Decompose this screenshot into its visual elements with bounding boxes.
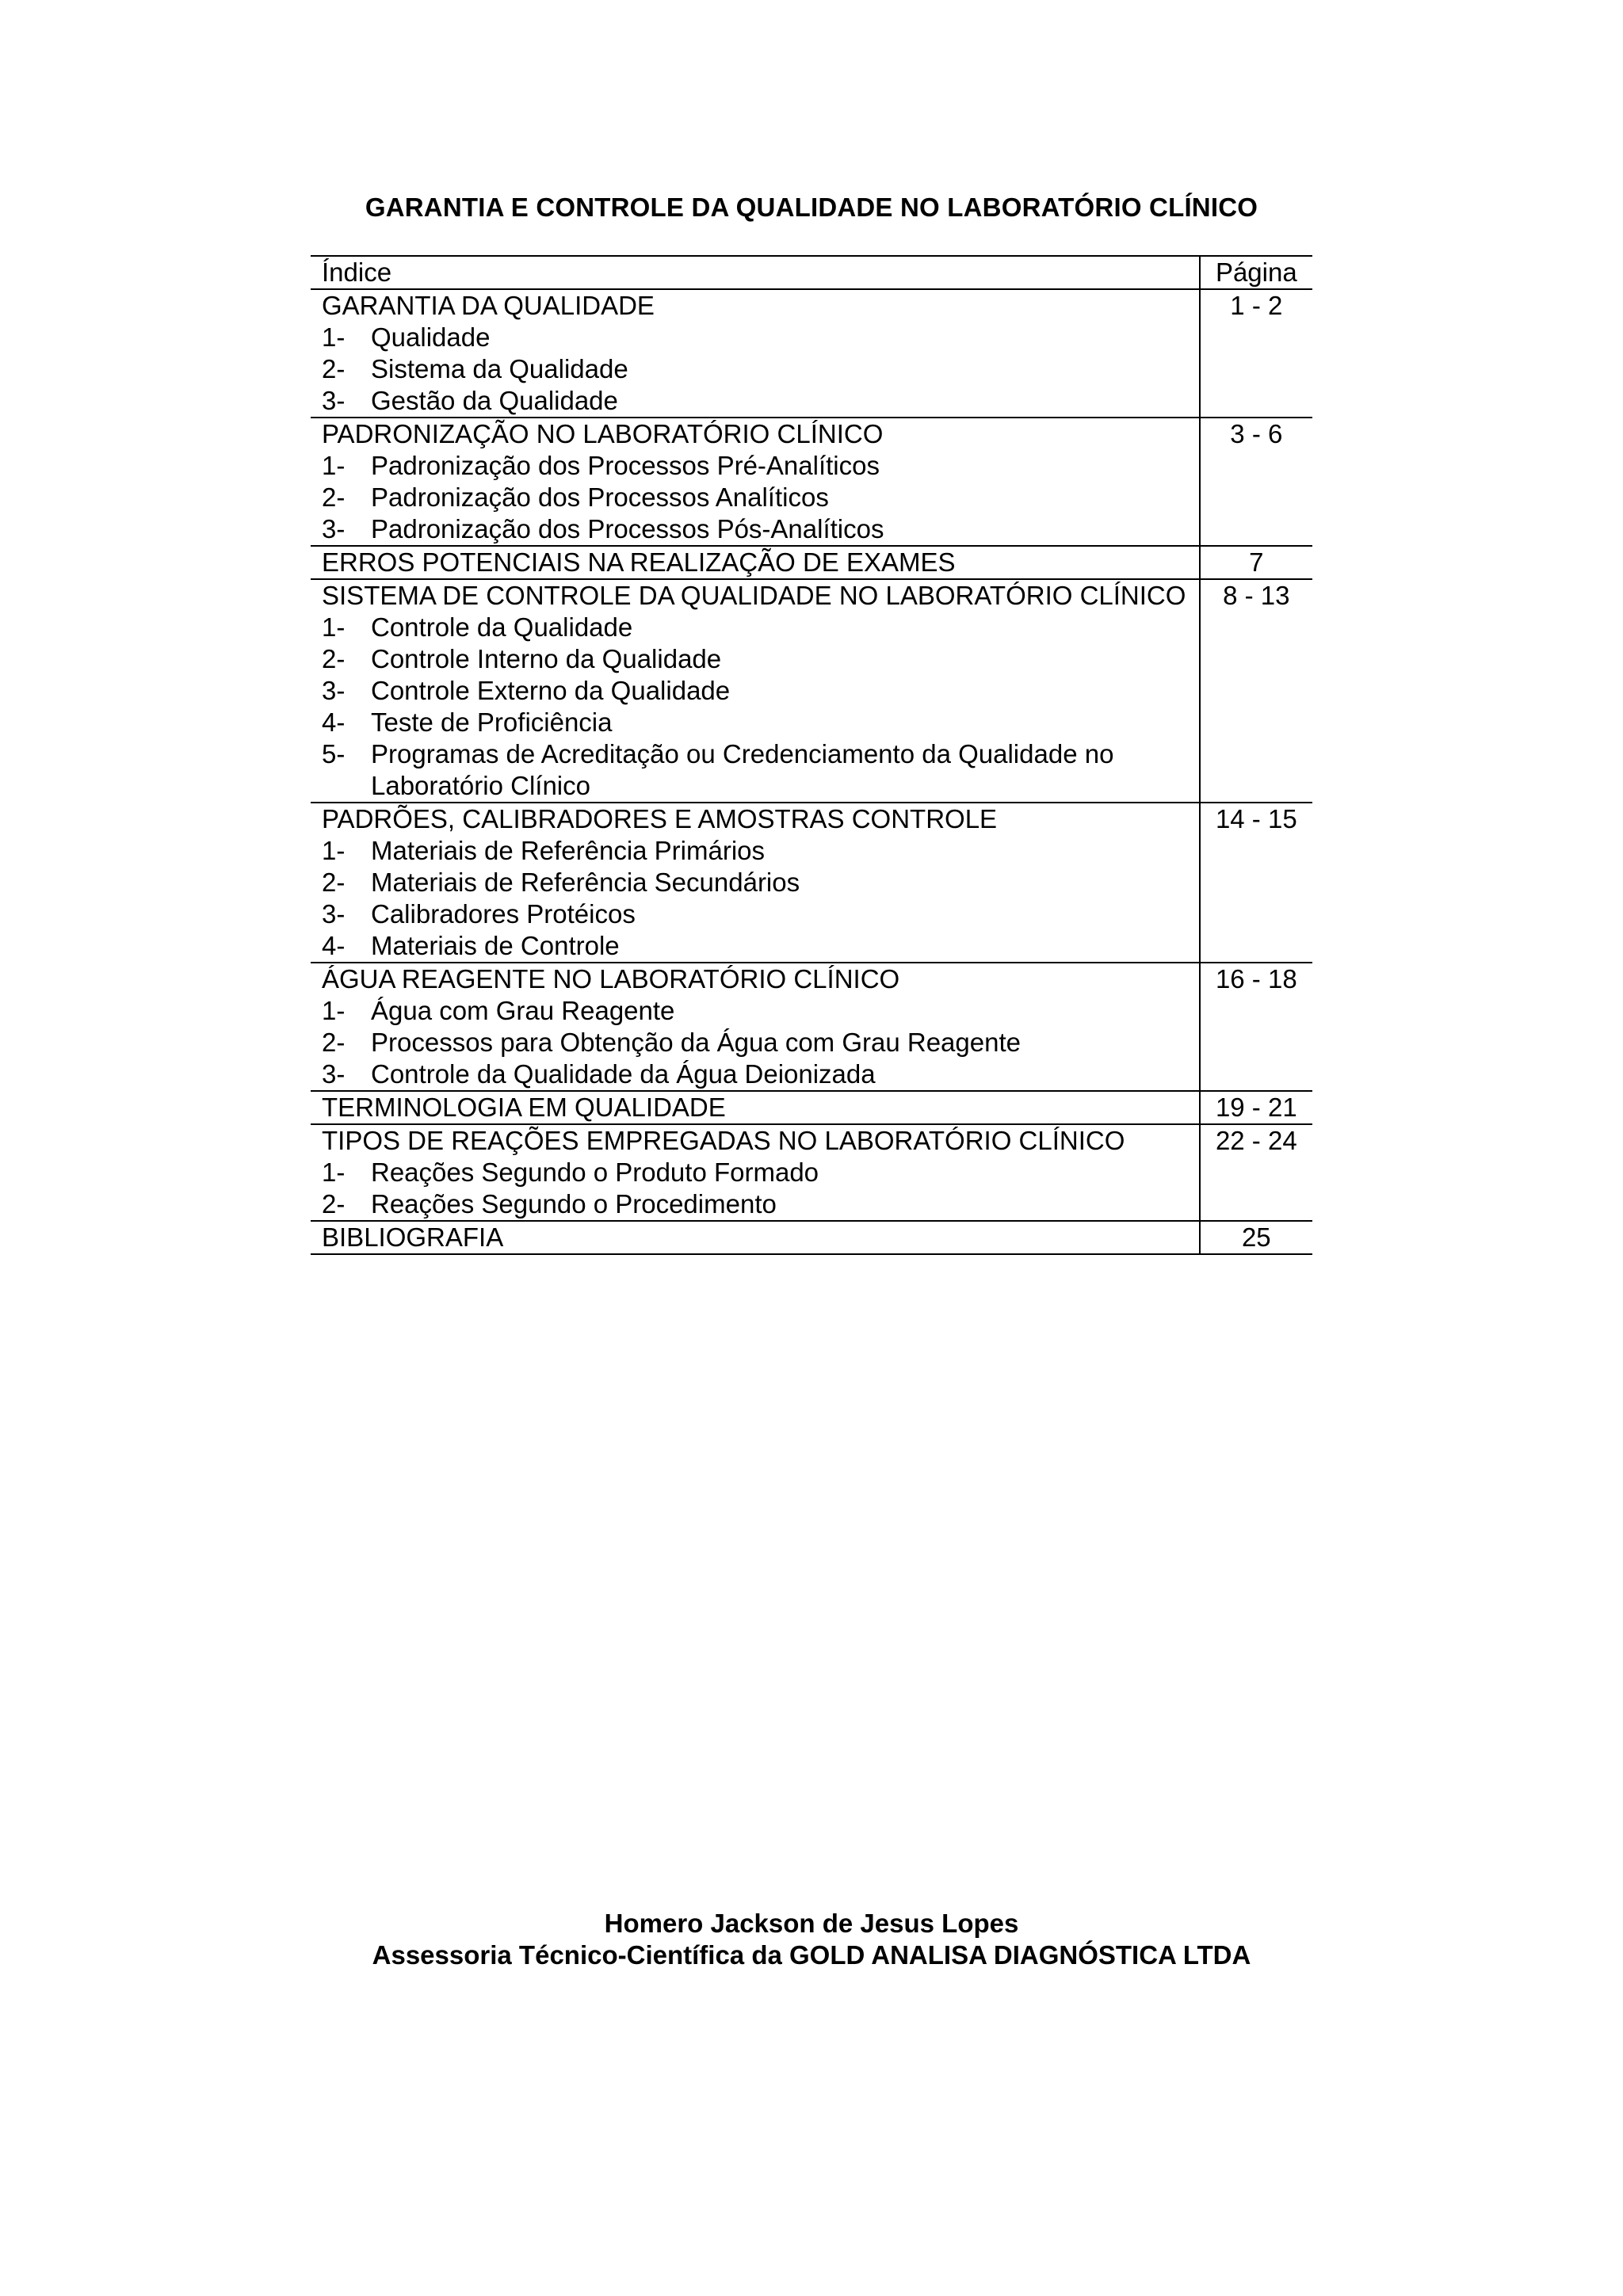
toc-subitem xyxy=(322,322,1199,353)
toc-subitem-number: 1- xyxy=(322,451,346,480)
toc-section-title: GARANTIA DA QUALIDADE xyxy=(322,291,655,320)
toc-subitem-text: Reações Segundo o Procedimento xyxy=(371,1189,777,1219)
toc-subitem xyxy=(322,450,1199,482)
toc-subitem-number: 1- xyxy=(322,612,346,642)
toc-section-row xyxy=(311,579,1312,803)
toc-subitem-number: 4- xyxy=(322,707,346,737)
toc-header-page: Página xyxy=(1200,256,1312,289)
toc-subitem xyxy=(322,738,1199,802)
toc-section-row xyxy=(311,1124,1312,1221)
footer-author: Homero Jackson de Jesus Lopes xyxy=(604,1909,1019,1938)
toc-subitem-text: Calibradores Protéicos xyxy=(371,899,636,929)
toc-subitem-text: Controle da Qualidade xyxy=(371,612,633,642)
toc-subitem-text: Materiais de Referência Secundários xyxy=(371,868,800,897)
toc-subitem xyxy=(322,643,1199,675)
toc-subitem-number: 3- xyxy=(322,1059,346,1089)
toc-subitem-text: Materiais de Referência Primários xyxy=(371,836,766,865)
document-footer xyxy=(0,1908,1623,1971)
toc-section-cell xyxy=(311,418,1200,546)
toc-subitem-text: Controle da Qualidade da Água Deionizada xyxy=(371,1059,876,1089)
toc-subitem xyxy=(322,867,1199,898)
toc-section-row xyxy=(311,546,1312,579)
toc-subitem-text: Programas de Acreditação ou Credenciamento da Qualidade no Laboratório Clínico xyxy=(371,739,1114,800)
toc-subitem xyxy=(322,612,1199,643)
toc-subitem xyxy=(322,1058,1199,1090)
toc-subitem-number: 2- xyxy=(322,482,346,512)
toc-section-title: TIPOS DE REAÇÕES EMPREGADAS NO LABORATÓRIO CLÍNICO xyxy=(322,1126,1125,1155)
toc-section-row xyxy=(311,1091,1312,1124)
toc-section-pages: 3 - 6 xyxy=(1200,418,1312,546)
document-title: GARANTIA E CONTROLE DA QUALIDADE NO LABORATÓRIO CLÍNICO xyxy=(365,193,1258,222)
toc-section-row xyxy=(311,418,1312,546)
toc-subitem-text: Sistema da Qualidade xyxy=(371,354,628,383)
toc-subitem-number: 3- xyxy=(322,899,346,929)
toc-subitem xyxy=(322,385,1199,417)
toc-subitem-number: 5- xyxy=(322,739,346,769)
toc-subitem-text: Processos para Obtenção da Água com Grau Reagente xyxy=(371,1028,1021,1057)
toc-subitem xyxy=(322,835,1199,867)
toc-subitem xyxy=(322,898,1199,930)
toc-section-pages: 14 - 15 xyxy=(1200,803,1312,963)
footer-affiliation: Assessoria Técnico-Científica da GOLD ANALISA DIAGNÓSTICA LTDA xyxy=(372,1940,1251,1970)
toc-section-pages: 22 - 24 xyxy=(1200,1124,1312,1221)
toc-subitem-text: Reações Segundo o Produto Formado xyxy=(371,1158,819,1187)
toc-subitem-number: 3- xyxy=(322,676,346,705)
toc-section-title: PADRÕES, CALIBRADORES E AMOSTRAS CONTROLE xyxy=(322,804,998,833)
toc-subitem-number: 1- xyxy=(322,322,346,352)
toc-subitem xyxy=(322,675,1199,707)
toc-subitem-text: Padronização dos Processos Pré-Analíticos xyxy=(371,451,880,480)
toc-body xyxy=(311,289,1312,1254)
toc-subitem xyxy=(322,1188,1199,1220)
toc-section-row xyxy=(311,1221,1312,1254)
toc-section-cell xyxy=(311,546,1200,579)
toc-subitem-number: 1- xyxy=(322,996,346,1025)
toc-subitem-text: Gestão da Qualidade xyxy=(371,386,618,415)
toc-section-pages: 1 - 2 xyxy=(1200,289,1312,418)
toc-subitem xyxy=(322,1157,1199,1188)
toc-header-row xyxy=(311,256,1312,289)
toc-section-cell xyxy=(311,1221,1200,1254)
toc-subitem xyxy=(322,995,1199,1027)
toc-section-title: SISTEMA DE CONTROLE DA QUALIDADE NO LABORATÓRIO CLÍNICO xyxy=(322,581,1186,610)
toc-subitem xyxy=(322,930,1199,962)
toc-subitem-text: Padronização dos Processos Pós-Analíticos xyxy=(371,514,884,543)
toc-section-row xyxy=(311,963,1312,1091)
toc-section-title: TERMINOLOGIA EM QUALIDADE xyxy=(322,1093,726,1122)
toc-subitem xyxy=(322,707,1199,738)
toc-subitem-number: 3- xyxy=(322,514,346,543)
toc-section-cell xyxy=(311,579,1200,803)
toc-subitem xyxy=(322,513,1199,545)
toc-subitem-number: 2- xyxy=(322,1028,346,1057)
toc-section-pages: 19 - 21 xyxy=(1200,1091,1312,1124)
toc-subitem xyxy=(322,1027,1199,1058)
toc-section-cell xyxy=(311,289,1200,418)
toc-subitem-number: 2- xyxy=(322,644,346,673)
toc-section-title: ÁGUA REAGENTE NO LABORATÓRIO CLÍNICO xyxy=(322,964,900,994)
toc-subitem-text: Controle Interno da Qualidade xyxy=(371,644,722,673)
toc-section-cell xyxy=(311,1091,1200,1124)
toc-subitem-number: 1- xyxy=(322,1158,346,1187)
toc-subitem-text: Materiais de Controle xyxy=(371,931,620,960)
toc-section-title: ERROS POTENCIAIS NA REALIZAÇÃO DE EXAMES xyxy=(322,547,956,577)
toc-section-title: PADRONIZAÇÃO NO LABORATÓRIO CLÍNICO xyxy=(322,419,884,448)
toc-section-row xyxy=(311,289,1312,418)
toc-section-cell xyxy=(311,1124,1200,1221)
toc-subitem-number: 2- xyxy=(322,868,346,897)
toc-section-pages: 16 - 18 xyxy=(1200,963,1312,1091)
toc-section-pages: 8 - 13 xyxy=(1200,579,1312,803)
toc-subitem-text: Água com Grau Reagente xyxy=(371,996,675,1025)
toc-subitem-number: 1- xyxy=(322,836,346,865)
table-of-contents xyxy=(311,255,1312,1255)
toc-subitem xyxy=(322,353,1199,385)
toc-subitem-text: Padronização dos Processos Analíticos xyxy=(371,482,829,512)
toc-subitem-number: 2- xyxy=(322,354,346,383)
toc-section-pages: 25 xyxy=(1200,1221,1312,1254)
toc-section-cell xyxy=(311,963,1200,1091)
toc-section-row xyxy=(311,803,1312,963)
toc-section-title: BIBLIOGRAFIA xyxy=(322,1222,504,1252)
toc-subitem-number: 3- xyxy=(322,386,346,415)
toc-subitem-number: 4- xyxy=(322,931,346,960)
toc-subitem-text: Qualidade xyxy=(371,322,491,352)
toc-section-pages: 7 xyxy=(1200,546,1312,579)
toc-subitem xyxy=(322,482,1199,513)
toc-subitem-text: Teste de Proficiência xyxy=(371,707,613,737)
toc-header-index: Índice xyxy=(311,256,1200,289)
toc-subitem-text: Controle Externo da Qualidade xyxy=(371,676,731,705)
toc-section-cell xyxy=(311,803,1200,963)
toc-subitem-number: 2- xyxy=(322,1189,346,1219)
